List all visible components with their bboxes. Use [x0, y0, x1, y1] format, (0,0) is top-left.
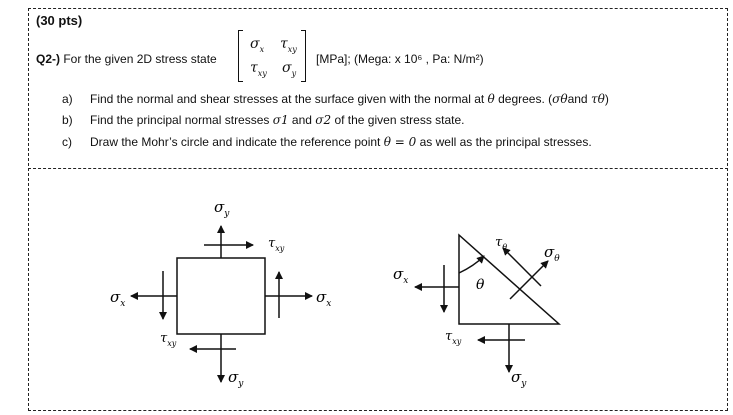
stress-element-square — [131, 226, 312, 382]
label-sigma-x-right: $\sigma_x$ — [316, 288, 332, 309]
label-sigma-y-top: $\sigma_y$ — [214, 198, 230, 219]
element-square — [177, 258, 265, 334]
label-sigma-theta: $\sigma_\theta$ — [544, 243, 560, 264]
item-b-and: and — [288, 113, 316, 127]
item-a-text-mid: degrees. ( — [494, 92, 553, 106]
label-tau-theta: $\tau_\theta$ — [495, 235, 508, 252]
label-wedge-sigma-y: $\sigma_y$ — [511, 368, 527, 389]
item-c-text-after: as well as the principal stresses. — [416, 135, 592, 149]
units-text: [MPa]; (Mega: x 10⁶ , Pa: N/m²) — [316, 52, 484, 66]
item-a-sigma-theta: σθ — [552, 92, 568, 106]
item-b-sigma-1: σ1 — [272, 113, 289, 127]
label-sigma-x-left: $\sigma_x$ — [110, 288, 126, 309]
matrix-sigma-x: $\sigma_x$ — [250, 36, 265, 54]
item-a-tau-theta: τθ — [590, 92, 605, 106]
item-b-text-after: of the given stress state. — [331, 113, 465, 127]
label-wedge-tau-xy: $\tau_{xy}$ — [445, 329, 462, 346]
item-c-label: c) — [62, 135, 72, 149]
tau-theta-arrow — [503, 248, 541, 286]
item-c-eq: θ = 0 — [383, 135, 417, 149]
item-a-text: Find the normal and shear stresses at the surface given with the normal at — [90, 92, 488, 106]
question-number: Q2-) — [36, 52, 60, 66]
theta-arc — [459, 256, 484, 273]
item-a-and: and — [567, 92, 591, 106]
item-a-label: a) — [62, 92, 73, 106]
label-wedge-sigma-x: $\sigma_x$ — [393, 265, 409, 286]
question-text: For the given 2D stress state — [60, 52, 217, 66]
label-tau-xy-right: $\tau_{xy}$ — [268, 236, 285, 253]
item-a-close: ) — [604, 92, 609, 106]
stress-wedge — [415, 235, 559, 372]
label-theta: θ — [476, 277, 485, 293]
points-label: (30 pts) — [36, 13, 83, 28]
matrix-tau-xy-top: $\tau_{xy}$ — [280, 36, 297, 54]
item-c-text: Draw the Mohr’s circle and indicate the reference point — [90, 135, 384, 149]
item-b-sigma-2: σ2 — [315, 113, 332, 127]
sigma-theta-arrow — [510, 261, 548, 299]
item-b-text: Find the principal normal stresses — [90, 113, 273, 127]
item-a-theta: θ — [487, 92, 495, 106]
label-tau-xy-left: $\tau_{xy}$ — [160, 331, 177, 348]
matrix-sigma-y: $\sigma_y$ — [282, 60, 297, 78]
matrix-tau-xy-bottom: $\tau_{xy}$ — [250, 60, 267, 78]
item-b-label: b) — [62, 113, 73, 127]
label-sigma-y-bottom: $\sigma_y$ — [228, 368, 244, 389]
